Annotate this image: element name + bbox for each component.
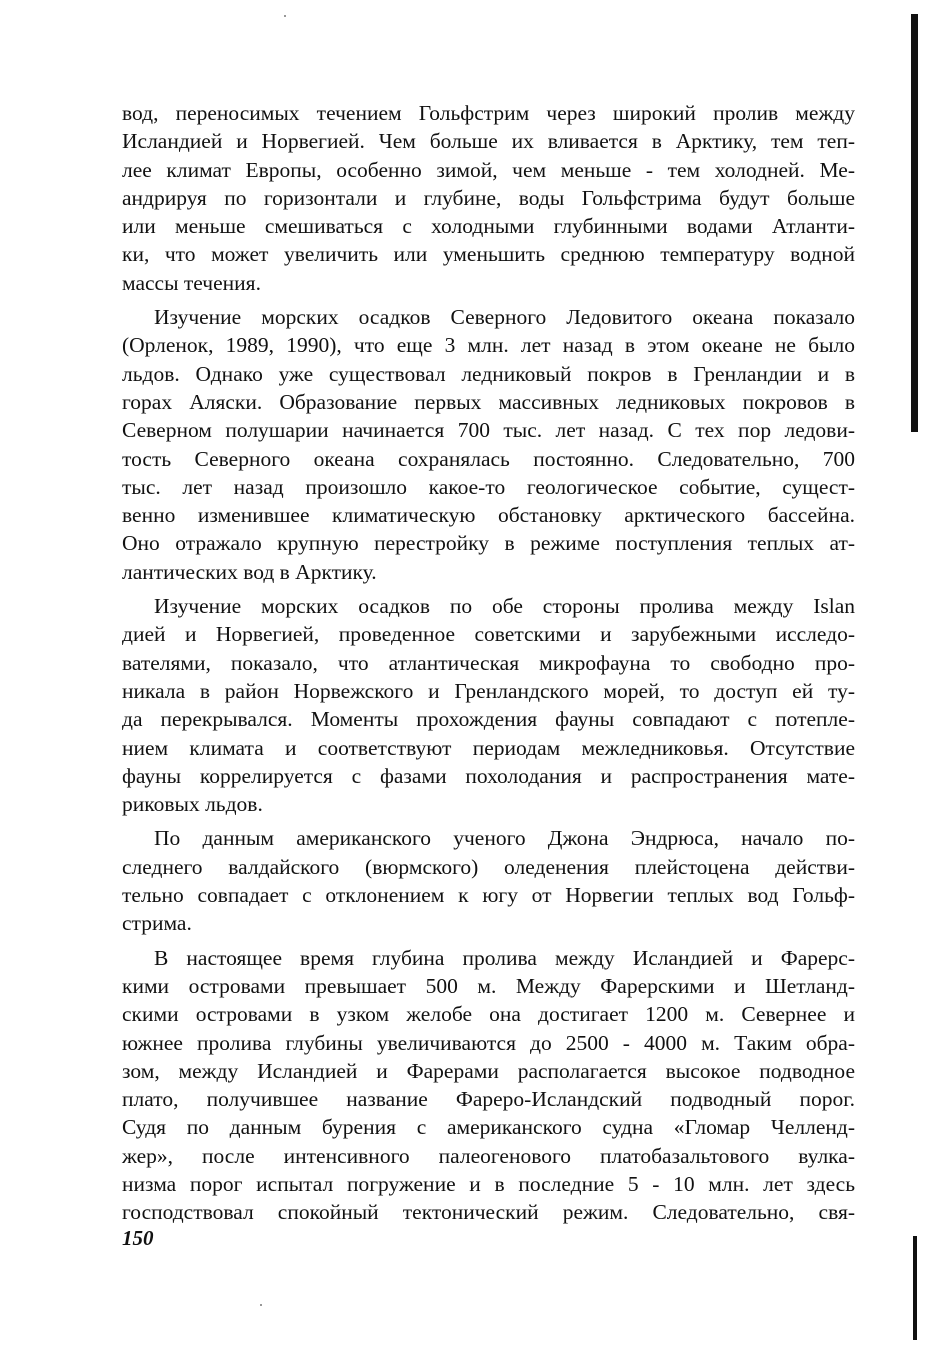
text-line: лантических вод в Арктику. [122, 559, 377, 584]
scan-speck [260, 1304, 262, 1306]
text-line: никала в район Норвежского и Гренландского морей, то доступ ей ту- [122, 678, 855, 703]
text-line: Судя по данным бурения с американского судна «Гломар Челленд- [122, 1115, 855, 1140]
text-line: скими островами в узком желобе она достигает 1200 м. Севернее и [122, 1002, 855, 1027]
text-line: тельно совпадает с отклонением к югу от Норвегии теплых вод Гольф- [122, 883, 855, 908]
page-body [122, 99, 855, 1233]
text-line: южнее пролива глубины увеличиваются до 2500 - 4000 м. Таким обра- [122, 1030, 855, 1055]
text-line: стрима. [122, 911, 192, 936]
text-line: андрируя по горизонтали и глубине, воды Гольфстрима будут больше [122, 185, 855, 210]
text-line: (Орленок, 1989, 1990), что еще 3 млн. лет назад в этом океане не было [122, 333, 855, 358]
text-line: льдов. Однако уже существовал ледниковый покров в Гренландии и в [122, 361, 855, 386]
text-line: Изучение морских осадков по обе стороны пролива между Islan [154, 594, 855, 619]
text-line: фауны коррелируется с фазами похолодания и распространения мате- [122, 763, 855, 788]
text-line: Исландией и Норвегией. Чем больше их вливается в Арктику, тем теп- [122, 129, 855, 154]
text-line: лее климат Европы, особенно зимой, чем меньше - тем холодней. Ме- [122, 157, 855, 182]
scan-edge-bar-bottom [913, 1236, 917, 1340]
paragraph [122, 824, 855, 937]
text-line: нием климата и соответствуют периодам межледниковья. Отсутствие [122, 735, 855, 760]
text-line: риковых льдов. [122, 792, 263, 817]
text-line: следнего валдайского (вюрмского) оледенения плейстоцена действи- [122, 854, 855, 879]
text-line: низма порог испытал погружение и в последние 5 - 10 млн. лет здесь [122, 1171, 855, 1196]
page-number: 150 [122, 1226, 154, 1250]
scan-speck [284, 15, 286, 17]
text-line: господствовал спокойный тектонический режим. Следовательно, свя- [122, 1200, 855, 1225]
text-line: тость Северного океана сохранялась постоянно. Следовательно, 700 [122, 446, 855, 471]
text-line: плато, получившее название Фареро-Исландский подводный порог. [122, 1087, 855, 1112]
text-line: массы течения. [122, 270, 261, 295]
text-line: вателями, показало, что атлантическая микрофауна то свободно про- [122, 650, 855, 675]
text-line: вод, переносимых течением Гольфстрим через широкий пролив между [122, 101, 855, 125]
text-line: тыс. лет назад произошло какое-то геологическое событие, сущест- [122, 474, 855, 499]
text-line: кими островами превышает 500 м. Между Фарерскими и Шетланд- [122, 973, 855, 998]
scan-edge-bar-top [911, 14, 918, 432]
text-line: Изучение морских осадков Северного Ледовитого океана показало [154, 305, 855, 330]
paragraph [122, 99, 855, 297]
text-line: В настоящее время глубина пролива между Исландией и Фарерс- [154, 945, 855, 970]
text-line: жер», после интенсивного палеогенового платобазальтового вулка- [122, 1143, 855, 1168]
paragraph [122, 592, 855, 818]
text-line: ки, что может увеличить или уменьшить среднюю температуру водной [122, 242, 855, 267]
text-line: да перекрывался. Моменты прохождения фауны совпадают с потепле- [122, 707, 855, 732]
text-line: зом, между Исландией и Фарерами располагается высокое подводное [122, 1058, 855, 1083]
text-line: Оно отражало крупную перестройку в режиме поступления теплых ат- [122, 531, 855, 556]
text-line: или меньше смешиваться с холодными глубинными водами Атланти- [122, 214, 855, 239]
text-line: венно изменившее климатическую обстановку арктического бассейна. [122, 503, 855, 528]
text-line: дией и Норвегией, проведенное советскими и зарубежными исследо- [122, 622, 855, 647]
text-line: Северном полушарии начинается 700 тыс. лет назад. С тех пор ледови- [122, 418, 855, 443]
paragraph [122, 303, 855, 586]
text-line: горах Аляски. Образование первых массивных ледниковых покровов в [122, 389, 855, 414]
paragraph [122, 944, 855, 1227]
text-line: По данным американского ученого Джона Эндрюса, начало по- [154, 826, 855, 851]
